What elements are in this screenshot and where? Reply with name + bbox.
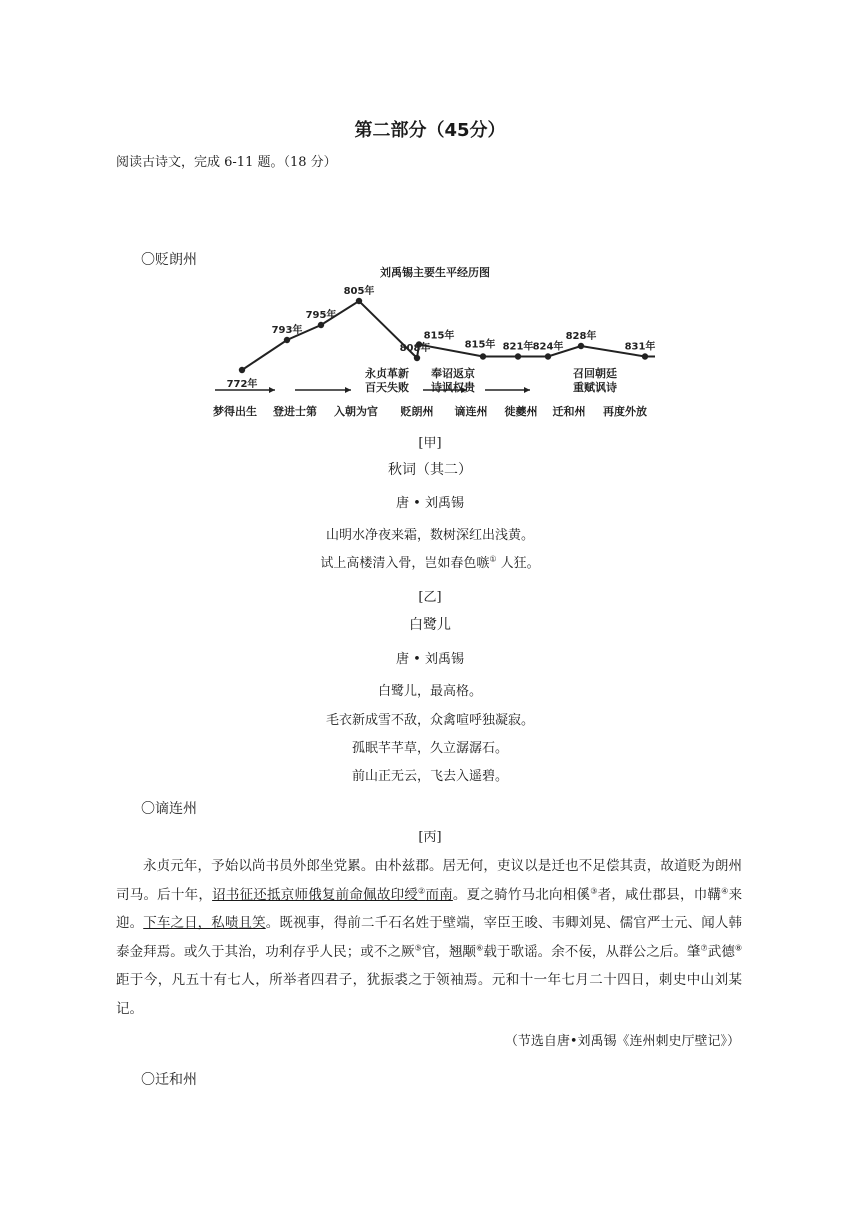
footnote-1: ① [489, 554, 497, 564]
chart-point [284, 337, 290, 343]
timeline-arrowhead [269, 387, 275, 393]
chart-year-label: 815年 [464, 339, 496, 351]
chart-point [414, 355, 420, 361]
instructions: 阅读古诗文，完成 6-11 题。（18 分） [116, 155, 337, 170]
prose-c-passage: 永贞元年，予始以尚书员外郎坐党累。由朴兹郡。居无何，吏议以是迁也不足偿其责，故道贬为朗州司马。后十年，诏书征还抵京师俄复前命佩故印绶②而南。夏之骑竹马北向相傒③者，咸仕郡县，巾鞲④来迎。下车之日，私啧且笑。既视事，得前二千石名姓于壁端，宰臣王晙、韦卿刘晃、儒官严士元、闻人韩泰金拜焉。或久于其治，功利存乎人民；或不之厥⑤官，翘颙⑥载于歌谣。余不佞，从群公之后。肇⑦武德⑧距于今，凡五十有七人，所举者四君子，犹振裘之于领袖焉。元和十一年七月二十四日，刺史中山刘某记。 [116, 858, 743, 1017]
page-title: 第二部分（45分） [354, 120, 506, 141]
chart-bottom-label: 迁和州 [552, 405, 586, 418]
poem-b-line-2: 毛衣新成雪不敌，众禽喧呼独凝寂。 [325, 713, 534, 728]
chart-bottom-label: 梦得出生 [213, 405, 257, 418]
chart-year-label: 824年 [532, 341, 564, 353]
section-hezhou: 〇迁和州 [141, 1072, 197, 1088]
poem-b-marker: [乙] [418, 590, 442, 605]
underlined-sentence-1: 诏书征还抵京师俄复前命佩故印绶②而南 [212, 886, 453, 903]
life-chart [205, 258, 665, 428]
chart-point [239, 367, 245, 373]
chart-bottom-label: 再度外放 [603, 405, 647, 418]
source-citation: （节选自唐•刘禹锡《连州刺史厅壁记》） [504, 1034, 740, 1049]
chart-year-label: 772年 [226, 379, 258, 390]
underlined-sentence-2: 下车之日，私啧且笑 [143, 915, 266, 931]
chart-title: 刘禹锡主要生平经历图 [380, 266, 490, 279]
poem-b-title: 白鹭儿 [409, 617, 451, 633]
chart-year-label: 828年 [565, 331, 597, 342]
poem-a-title: 秋词（其二） [388, 462, 472, 478]
chart-point [642, 353, 648, 359]
chart-year-label: 793年 [271, 325, 303, 336]
chart-event-label: 奉诏返京 [431, 367, 475, 380]
timeline-arrowhead [345, 387, 351, 393]
poem-b-line-4: 前山正无云，飞去入遥碧。 [351, 769, 508, 784]
section-langzhou: 〇贬朗州 [141, 252, 197, 268]
poem-b-line-3: 孤眠芊芊草，久立潺潺石。 [351, 741, 508, 756]
chart-bottom-label: 登进士第 [273, 405, 317, 418]
chart-year-label: 808年 [399, 343, 431, 354]
poem-a-marker: [甲] [418, 436, 442, 451]
chart-event-label: 重赋讽诗 [573, 381, 617, 394]
prose-c-marker: [丙] [418, 830, 442, 845]
chart-bottom-label: 贬朗州 [400, 405, 434, 418]
poem-a-line-1: 山明水净夜来霜，数树深红出浅黄。 [325, 528, 534, 543]
chart-year-label: 795年 [305, 310, 337, 321]
poem-a-author: 唐 • 刘禹锡 [396, 496, 464, 511]
section-lianzhou: 〇谪连州 [141, 801, 197, 817]
chart-year-label: 815年 [423, 330, 455, 342]
chart-event-label: 诗讽权贵 [431, 381, 475, 394]
chart-bottom-label: 谪连州 [454, 405, 488, 418]
chart-point [515, 353, 521, 359]
chart-event-label: 永贞革新 [365, 367, 409, 380]
chart-year-label: 821年 [502, 341, 534, 353]
poem-b-line-1: 白鹭儿，最高格。 [377, 684, 482, 699]
chart-point [318, 322, 324, 328]
chart-point [578, 343, 584, 349]
chart-bottom-label: 入朝为官 [334, 405, 378, 418]
chart-year-label: 805年 [343, 286, 375, 297]
chart-event-label: 召回朝廷 [573, 367, 617, 380]
chart-year-label: 831年 [624, 341, 656, 353]
chart-point [480, 353, 486, 359]
chart-event-label: 百天失败 [365, 381, 409, 394]
chart-point [356, 298, 362, 304]
poem-b-author: 唐 • 刘禹锡 [396, 652, 464, 667]
timeline-arrowhead [524, 387, 530, 393]
chart-point [545, 353, 551, 359]
chart-bottom-label: 徙夔州 [504, 405, 538, 418]
poem-a-line-2: 试上高楼清入骨，岂如春色嗾① 人狂。 [320, 554, 540, 571]
